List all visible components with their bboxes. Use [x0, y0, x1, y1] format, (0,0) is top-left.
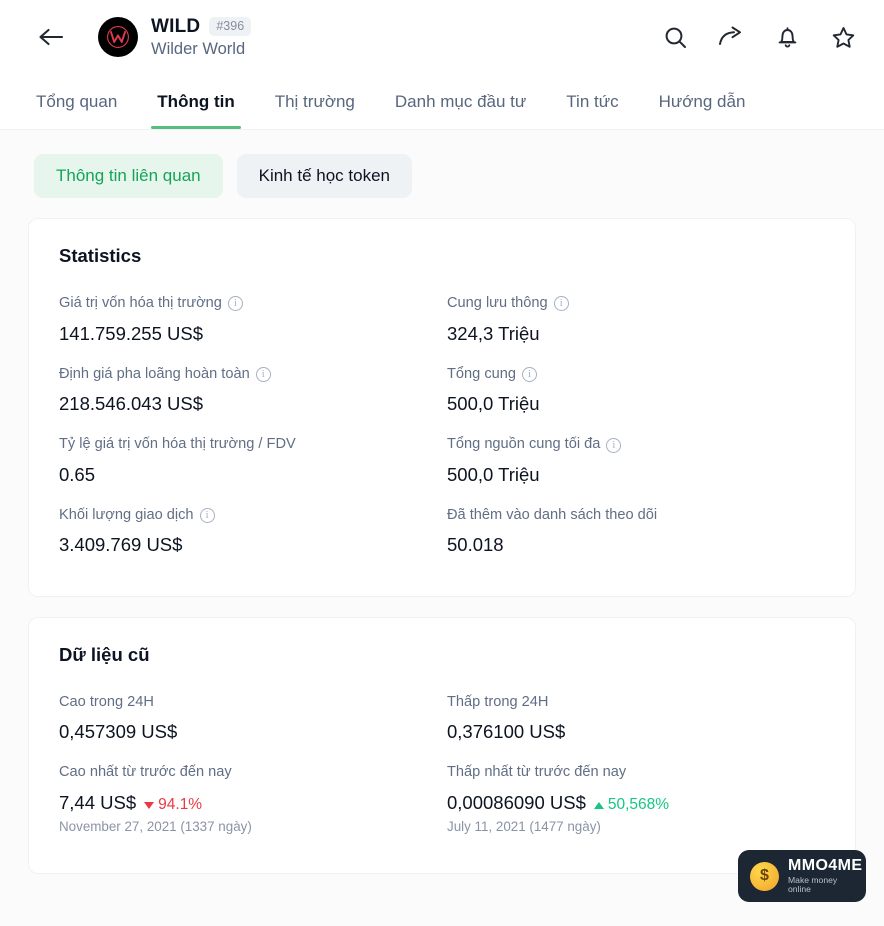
stat-value-row — [447, 791, 825, 815]
stat-subtext: November 27, 2021 (1337 ngày) — [59, 818, 252, 834]
stat-watchlist-count — [447, 495, 825, 566]
stat-label — [59, 295, 437, 313]
stat-label-text: Cao trong 24H — [59, 693, 154, 710]
stat-label-text: Định giá pha loãng hoàn toàn — [59, 365, 250, 382]
stat-label — [59, 764, 437, 782]
stat-value: 3.409.769 US$ — [59, 534, 183, 556]
tab-label: Thông tin — [157, 91, 235, 111]
stat-mcap-fdv-ratio — [59, 424, 437, 495]
stat-all-time-high — [59, 752, 437, 843]
pill-label: Kinh tế học token — [258, 166, 390, 185]
info-icon[interactable]: i — [228, 296, 243, 311]
stat-total-supply — [447, 354, 825, 425]
info-icon[interactable]: i — [200, 508, 215, 523]
stat-max-supply — [447, 424, 825, 495]
stat-label — [447, 295, 825, 313]
tab-huong-dan[interactable] — [639, 74, 766, 129]
stat-24h-high — [59, 682, 437, 753]
stat-label — [59, 366, 437, 384]
tab-label: Thị trường — [274, 91, 355, 111]
stat-value: 141.759.255 US$ — [59, 322, 204, 344]
stat-label — [59, 436, 437, 454]
pill-thong-tin-lien-quan[interactable] — [34, 154, 223, 198]
stat-label-text: Đã thêm vào danh sách theo dõi — [447, 506, 658, 523]
coin-symbol: WILD — [151, 15, 201, 37]
stat-value: 0,00086090 US$ — [447, 791, 586, 813]
stat-label — [447, 366, 825, 384]
section-tabs — [0, 74, 884, 130]
stat-fdv — [59, 354, 437, 425]
back-button[interactable] — [34, 20, 68, 54]
header-actions — [662, 24, 856, 50]
stat-label-text: Cung lưu thông — [447, 295, 548, 311]
stat-label — [59, 694, 437, 712]
stat-circulating-supply — [447, 283, 825, 354]
share-icon[interactable] — [718, 24, 744, 50]
caret-down-icon — [144, 802, 154, 809]
stat-value: 324,3 Triệu — [447, 322, 540, 344]
tab-label: Danh mục đầu tư — [394, 91, 527, 111]
coin-rank-badge: #396 — [209, 17, 251, 36]
info-icon[interactable]: i — [606, 438, 621, 453]
tab-tong-quan[interactable] — [36, 74, 137, 129]
coin-logo-icon — [98, 17, 138, 57]
historical-title: Dữ liệu cũ — [59, 643, 150, 665]
stat-value: 50.018 — [447, 534, 504, 556]
watermark-title: MMO4ME — [788, 856, 863, 874]
stat-value: 7,44 US$ — [59, 791, 137, 813]
stat-label-text: Khối lượng giao dịch — [59, 506, 194, 523]
dollar-coin-icon — [750, 862, 779, 891]
tab-label: Tổng quan — [36, 91, 118, 111]
subsection-pills — [0, 130, 884, 198]
stat-value: 0,457309 US$ — [59, 721, 178, 742]
info-icon[interactable]: i — [554, 296, 569, 311]
change-badge-down — [144, 795, 202, 814]
stat-value: 500,0 Triệu — [447, 463, 540, 485]
stat-value-row — [59, 791, 437, 815]
stat-value: 0,376100 US$ — [447, 721, 566, 742]
pill-label: Thông tin liên quan — [56, 166, 201, 185]
stat-label — [447, 764, 825, 782]
historical-grid — [59, 682, 825, 843]
stat-label-text: Tỷ lệ giá trị vốn hóa thị trường / FDV — [59, 436, 296, 453]
statistics-title: Statistics — [59, 245, 142, 266]
stat-volume — [59, 495, 437, 566]
stat-label-text: Giá trị vốn hóa thị trường — [59, 295, 222, 311]
caret-up-icon — [594, 802, 604, 809]
tab-thi-truong[interactable] — [255, 74, 375, 129]
stat-value: 0.65 — [59, 463, 96, 485]
tab-label: Hướng dẫn — [658, 91, 746, 111]
info-icon[interactable]: i — [522, 367, 537, 382]
tab-label: Tin tức — [566, 91, 619, 111]
pill-kinh-te-hoc-token[interactable] — [237, 154, 412, 198]
stat-value: 500,0 Triệu — [447, 393, 540, 415]
star-favorite-icon[interactable] — [830, 24, 856, 50]
info-icon[interactable]: i — [256, 367, 271, 382]
stat-label — [59, 507, 437, 525]
stat-label-text: Cao nhất từ trước đến nay — [59, 764, 232, 781]
stat-market-cap — [59, 283, 437, 354]
stat-all-time-low — [447, 752, 825, 843]
notification-bell-icon[interactable] — [774, 24, 800, 50]
page-header — [0, 0, 884, 74]
tab-tin-tuc[interactable] — [546, 74, 638, 129]
change-value: 50,568% — [607, 796, 670, 814]
search-icon[interactable] — [662, 24, 688, 50]
stat-24h-low — [447, 682, 825, 753]
historical-data-card — [28, 617, 856, 874]
tab-thong-tin[interactable] — [137, 74, 254, 129]
change-badge-up — [594, 795, 669, 814]
stat-value: 218.546.043 US$ — [59, 393, 204, 415]
tab-danh-muc-dau-tu[interactable] — [375, 74, 546, 129]
statistics-grid — [59, 283, 825, 566]
watermark-badge — [738, 850, 866, 902]
dollar-sign: $ — [760, 867, 769, 884]
coin-identity — [98, 16, 251, 59]
stat-label-text: Thấp nhất từ trước đến nay — [447, 764, 627, 781]
stat-label — [447, 694, 825, 712]
stat-subtext: July 11, 2021 (1477 ngày) — [447, 818, 601, 834]
change-value: 94.1% — [158, 796, 203, 814]
coin-name: Wilder World — [151, 39, 246, 58]
arrow-left-icon — [38, 27, 64, 47]
stat-label-text: Tổng cung — [447, 365, 516, 382]
stat-label-text: Tổng nguồn cung tối đa — [447, 436, 601, 453]
stat-label — [447, 436, 825, 454]
statistics-card — [28, 218, 856, 597]
stat-label-text: Thấp trong 24H — [447, 693, 549, 710]
stat-label — [447, 507, 825, 525]
watermark-subtitle: Make money online — [788, 875, 838, 895]
